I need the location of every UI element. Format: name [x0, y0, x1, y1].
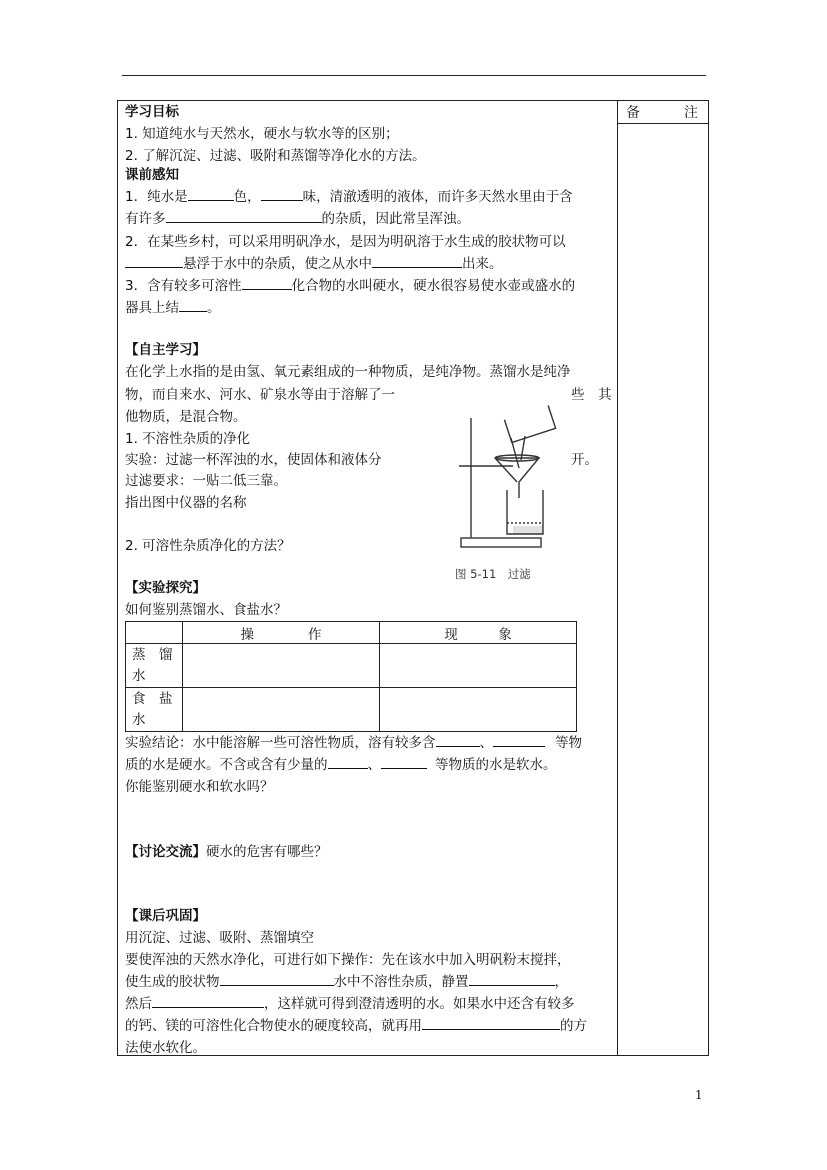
table-cell-operation[interactable] [183, 644, 380, 688]
page-number: 1 [695, 1088, 703, 1102]
self-p2: 物，而自来水、河水、矿泉水等由于溶解了一 些 其 [125, 387, 612, 403]
goal-item-1: 1. 知道纯水与天然水，硬水与软水等的区别； [125, 126, 399, 142]
stand-base [461, 538, 541, 547]
blank[interactable] [166, 208, 322, 223]
table-cell-operation[interactable] [183, 688, 380, 732]
blank[interactable] [261, 186, 303, 201]
table-header-operation: 操 作 [183, 622, 380, 644]
blank[interactable] [188, 186, 234, 201]
after-l3: 使生成的胶状物 水中不溶性杂质，静置 ， [125, 971, 568, 993]
blank[interactable] [125, 253, 183, 268]
after-l5: 的钙、镁的可溶性化合物使水的硬度较高，就再用 的方 [125, 1015, 587, 1037]
pre-q2-line2: 悬浮于水中的杂质，使之从水中 出来。 [125, 253, 503, 275]
notes-header-char-2: 注 [684, 105, 698, 121]
header-rule [122, 75, 706, 76]
blank[interactable] [220, 971, 334, 986]
notes-column-divider [617, 100, 618, 1056]
self-p3: 他物质，是混合物。 [125, 409, 247, 425]
blank[interactable] [372, 253, 462, 268]
explore-title: 【实验探究】 [125, 580, 206, 596]
table-row-label-salt-water: 食 盐 水 [126, 688, 183, 732]
pouring-beaker [504, 405, 555, 442]
after-title: 【课后巩固】 [125, 908, 206, 924]
after-l1: 用沉淀、过滤、吸附、蒸馏填空 [125, 930, 314, 946]
identification-table [125, 621, 577, 732]
blank[interactable] [328, 754, 368, 769]
table-cell-phenomenon[interactable] [380, 644, 577, 688]
after-l4: 然后 ，这样就可得到澄清透明的水。如果水中还含有较多 [125, 993, 575, 1015]
self-s5: 2. 可溶性杂质净化的方法？ [125, 538, 291, 554]
figure-caption: 图 5-11 过滤 [455, 567, 531, 581]
pre-q3-line1: 3．含有较多可溶性 化合物的水叫硬水，硬水很容易使水壶或盛水的 [125, 275, 575, 297]
self-title: 【自主学习】 [125, 342, 206, 358]
notes-header [626, 102, 698, 122]
blank[interactable] [436, 732, 480, 747]
explore-question: 如何鉴别蒸馏水、食盐水？ [125, 602, 287, 618]
glass-rod [511, 438, 519, 468]
blank[interactable] [493, 732, 545, 747]
conclusion-line1: 实验结论：水中能溶解一些可溶性物质，溶有较多含 、 等物 [125, 732, 582, 754]
self-s2: 实验：过滤一杯浑浊的水，使固体和液体分 开。 [125, 452, 598, 468]
after-l2: 要使浑浊的天然水净化，可进行如下操作：先在该水中加入明矾粉末搅拌， [125, 952, 571, 968]
table-corner-cell [126, 622, 183, 644]
blank[interactable] [152, 993, 264, 1008]
self-s3: 过滤要求：一贴二低三靠。 [125, 473, 287, 489]
blank[interactable] [179, 297, 207, 312]
blank[interactable] [422, 1015, 560, 1030]
table-cell-phenomenon[interactable] [380, 688, 577, 732]
blank[interactable] [242, 275, 292, 290]
conclusion-line3: 你能鉴别硬水和软水吗？ [125, 779, 274, 795]
after-l6: 法使水软化。 [125, 1040, 206, 1056]
pre-q3-line2: 器具上结 。 [125, 297, 221, 319]
self-s1: 1. 不溶性杂质的净化 [125, 431, 251, 447]
filtration-apparatus-figure [455, 398, 585, 588]
goal-item-2: 2. 了解沉淀、过滤、吸附和蒸馏等净化水的方法。 [125, 148, 426, 164]
table-header-phenomenon: 现 象 [380, 622, 577, 644]
pre-title: 课前感知 [125, 167, 179, 183]
table-row-label-distilled-water: 蒸 馏 水 [126, 644, 183, 688]
notes-header-rule [617, 123, 709, 124]
blank[interactable] [469, 971, 555, 986]
discuss-title: 【讨论交流】 [125, 844, 206, 860]
funnel [495, 458, 539, 498]
conclusion-line2: 质的水是硬水。不含或含有少量的 、 等物质的水是软水。 [125, 754, 557, 776]
self-s4: 指出图中仪器的名称 [125, 495, 247, 511]
pre-q2-line1: 2．在某些乡村，可以采用明矾净水，是因为明矾溶于水生成的胶状物可以 [125, 234, 566, 250]
pre-q1-line1: 1．纯水是 色， 味，清澈透明的液体，而许多天然水里由于含 [125, 186, 573, 208]
self-p1: 在化学上水指的是由氢、氧元素组成的一种物质，是纯净物。蒸馏水是纯净 [125, 364, 571, 380]
blank[interactable] [381, 754, 427, 769]
goals-title: 学习目标 [125, 104, 179, 120]
pre-q1-line2: 有许多 的杂质，因此常呈浑浊。 [125, 208, 470, 230]
discuss-line: 【讨论交流】硬水的危害有哪些？ [125, 844, 328, 860]
notes-header-char-1: 备 [626, 105, 640, 121]
